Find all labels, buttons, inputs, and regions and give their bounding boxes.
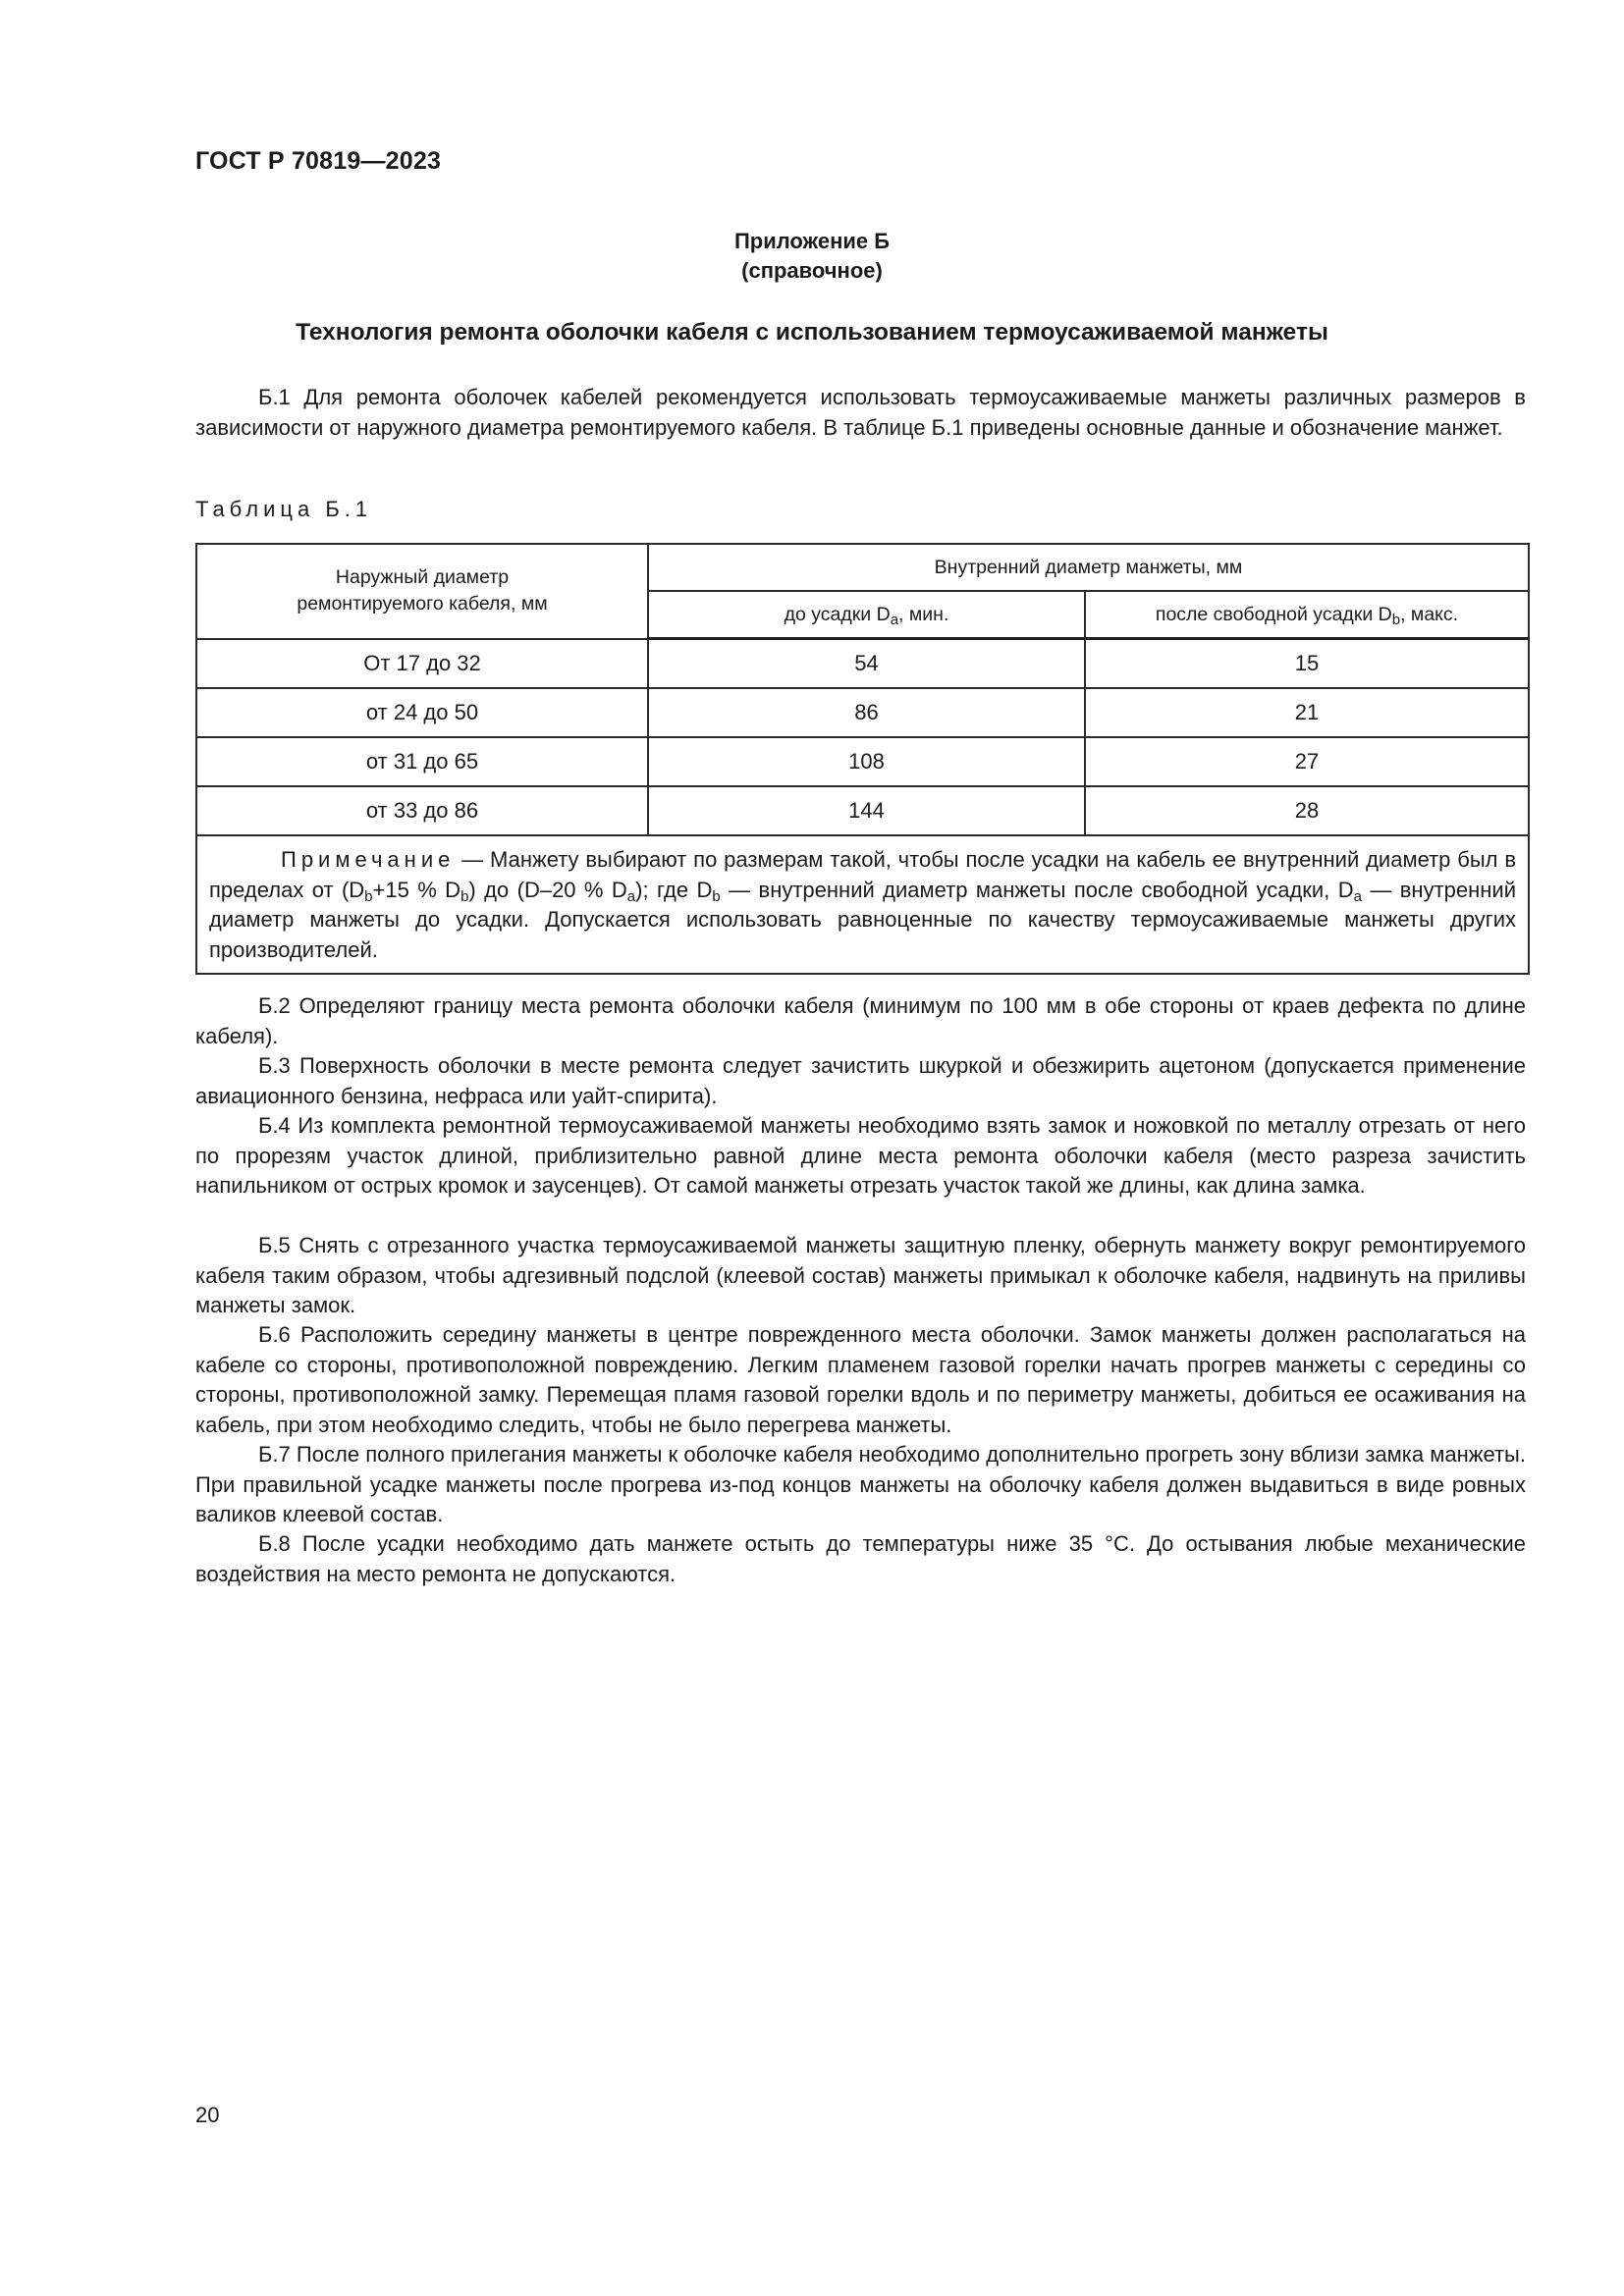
table-row: [196, 688, 1529, 737]
paragraph-b1: Б.1 Для ремонта оболочек кабелей рекомендуется использовать термоусаживаемые манжеты различных размеров в зависимости от наружного диаметра ремонтируемого кабеля. В таблице Б.1 приведены основные данные и обозначение манжет.: [195, 385, 1526, 440]
paragraph-b4: Б.4 Из комплекта ремонтной термоусаживаемой манжеты необходимо взять замок и ножовкой по металлу отрезать от него по прорезям участок длиной, приблизительно равной длине места ремонта оболочки кабеля (место разреза зачистить напильником от острых кромок и заусенцев). От самой манжеты отрезать участок такой же длины, как длина замка.: [195, 1113, 1526, 1198]
paragraph-b5: Б.5 Снять с отрезанного участка термоусаживаемой манжеты защитную пленку, обернуть манжету вокруг ремонтируемого кабеля таким образом, чтобы адгезивный подслой (клеевой состав) манжеты примыкал к оболочке кабеля, надвинуть на приливы манжеты замок.: [195, 1233, 1526, 1317]
table-header-outer-diameter: Наружный диаметр ремонтируемого кабеля, мм: [196, 544, 648, 639]
cell-range: от 24 до 50: [196, 688, 648, 737]
appendix-title: Приложение Б: [733, 229, 891, 253]
paragraph-b8: Б.8 После усадки необходимо дать манжете остыть до температуры ниже 35 °С. До остывания любые механические воздействия на место ремонта не допускаются.: [195, 1531, 1526, 1586]
table-caption: Таблица Б.1: [195, 497, 373, 521]
document-code: ГОСТ Р 70819—2023: [195, 147, 442, 175]
cell-range: От 17 до 32: [196, 639, 648, 689]
paragraph-b7: Б.7 После полного прилегания манжеты к оболочке кабеля необходимо дополнительно прогреть зону вблизи замка манжеты. При правильной усадке манжеты после прогрева из-под концов манжеты на оболочку кабеля должен выдавиться в виде ровных валиков клеевой состав.: [195, 1442, 1526, 1526]
paragraph-b3: Б.3 Поверхность оболочки в месте ремонта следует зачистить шкуркой и обезжирить ацетоном (допускается применение авиационного бензина, нефраса или уайт-спирита).: [195, 1053, 1526, 1108]
table-note: Примечание — Манжету выбирают по размерам такой, чтобы после усадки на кабель ее внутренний диаметр был в пределах от ($D_b+15$ % $D_b$) до (D–20 % $D_a$); где $D_b$ — внутренний диаметр манжеты после свободной усадки, $D_a$ — внутренний диаметр манжеты до усадки. Допускается использовать равноценные по качеству термоусаживаемые манжеты других производителей.: [196, 835, 1529, 974]
paragraph-b6: Б.6 Расположить середину манжеты в центре поврежденного места оболочки. Замок манжеты должен располагаться на кабеле со стороны, противоположной повреждению. Легким пламенем газовой горелки начать прогрев манжеты с середины со стороны, противоположной замку. Перемещая пламя газовой горелки вдоль и по периметру манжеты, добиться ее осаживания на кабель, при этом необходимо следить, чтобы не было перегрева манжеты.: [195, 1322, 1526, 1437]
table-header-after-shrink: после свободной усадки $D_b$, макс.: [1085, 591, 1529, 639]
page-number: 20: [195, 2103, 220, 2127]
cell-before: 54: [648, 639, 1085, 689]
cell-range: от 31 до 65: [196, 737, 648, 786]
section-title: Технология ремонта оболочки кабеля с использованием термоусаживаемой манжеты: [296, 319, 1328, 346]
note-label: Примечание: [281, 847, 456, 872]
table-header-before-shrink: до усадки $D_a$, мин.: [648, 591, 1085, 639]
appendix-status: (справочное): [741, 258, 883, 283]
cell-after: 21: [1085, 688, 1529, 737]
appendix-heading: [0, 227, 1624, 286]
table-row: [196, 786, 1529, 835]
cell-before: 144: [648, 786, 1085, 835]
cell-before: 86: [648, 688, 1085, 737]
cell-range: от 33 до 86: [196, 786, 648, 835]
table-row: [196, 639, 1529, 689]
cell-after: 15: [1085, 639, 1529, 689]
paragraph-b2: Б.2 Определяют границу места ремонта оболочки кабеля (минимум по 100 мм в обе стороны от краев дефекта по длине кабеля).: [195, 993, 1526, 1048]
cell-before: 108: [648, 737, 1085, 786]
cell-after: 27: [1085, 737, 1529, 786]
table-row: [196, 737, 1529, 786]
spec-table: [195, 543, 1528, 975]
table-header-inner-diameter: Внутренний диаметр манжеты, мм: [648, 544, 1529, 591]
cell-after: 28: [1085, 786, 1529, 835]
